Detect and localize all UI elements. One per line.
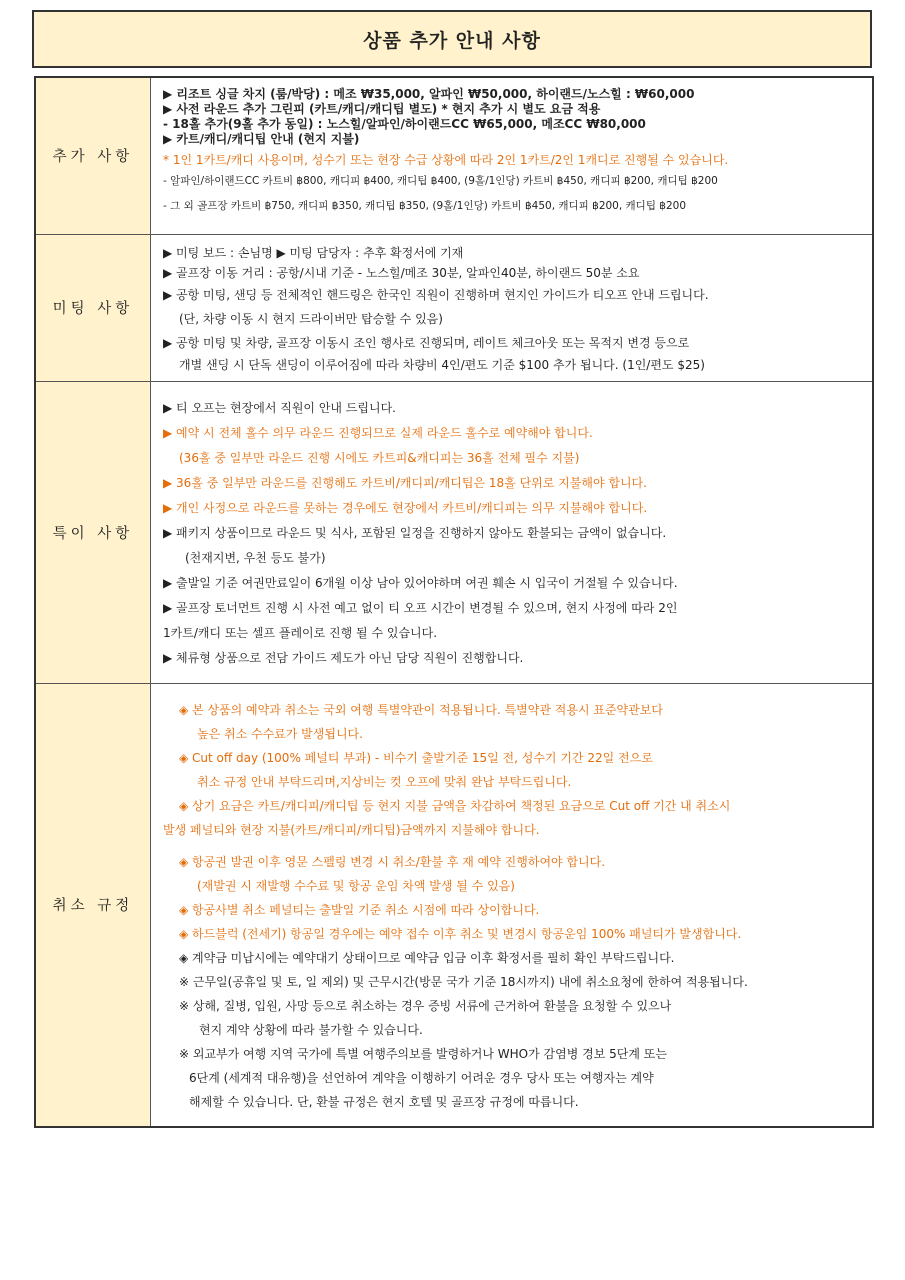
text-line: ※ 상해, 질병, 입원, 사망 등으로 취소하는 경우 증빙 서류에 근거하여 환불을 요청할 수 있으나 — [179, 998, 672, 1013]
text-line: 개별 샌딩 시 단독 샌딩이 이루어짐에 따라 차량비 4인/편도 기준 $100 추가 됩니다. (1인/편도 $25) — [179, 357, 705, 372]
text-line: 해제할 수 있습니다. 단, 환불 규정은 현지 호텔 및 골프장 규정에 따릅니다. — [189, 1094, 579, 1109]
text-line: ▶ 출발일 기준 여권만료일이 6개월 이상 남아 있어야하며 여권 훼손 시 입국이 거절될 수 있습니다. — [163, 575, 678, 590]
text-line: 발생 페널티와 현장 지불(카트/캐디피/캐디팁)금액까지 지불해야 합니다. — [163, 822, 540, 837]
text-line: ▶ 골프장 이동 거리 : 공항/시내 기준 - 노스힐/메조 30분, 알파인40분, 하이랜드 50분 소요 — [163, 265, 640, 280]
section-label: 취소 규정 — [35, 683, 151, 1127]
text-line: (단, 차량 이동 시 현지 드라이버만 탑승할 수 있음) — [179, 311, 443, 326]
section-special — [35, 381, 873, 683]
text-line: ▶ 미팅 보드 : 손님명 ▶ 미팅 담당자 : 추후 확정서에 기재 — [163, 245, 464, 260]
section-label: 미팅 사항 — [35, 234, 151, 381]
text-line: 높은 취소 수수료가 발생됩니다. — [197, 726, 363, 741]
text-line: ◈ 계약금 미납시에는 예약대기 상태이므로 예약금 입금 이후 확정서를 필히 확인 부탁드립니다. — [179, 950, 675, 965]
text-line: - 18홀 추가(9홀 추가 동일) : 노스힐/알파인/하이랜드CC ₩65,000, 메조CC ₩80,000 — [163, 117, 646, 131]
text-line: ▶ 골프장 토너먼트 진행 시 사전 예고 없이 티 오프 시간이 변경될 수 있으며, 현지 사정에 따라 2인 — [163, 600, 678, 615]
section-content — [151, 381, 874, 683]
section-label: 추가 사항 — [35, 77, 151, 234]
text-line: ▶ 사전 라운드 추가 그린피 (카트/캐디/캐디팁 별도) * 현지 추가 시 별도 요금 적용 — [163, 102, 601, 116]
text-line: ▶ 패키지 상품이므로 라운드 및 식사, 포함된 일정을 진행하지 않아도 환불되는 금액이 없습니다. — [163, 525, 667, 540]
text-line: ◈ 하드블럭 (전세기) 항공일 경우에는 예약 접수 이후 취소 및 변경시 항공운임 100% 패널티가 발생합니다. — [179, 926, 742, 941]
text-line: ▶ 공항 미팅 및 차량, 골프장 이동시 조인 행사로 진행되며, 레이트 체크아웃 또는 목적지 변경 등으로 — [163, 335, 690, 350]
text-line: 1카트/캐디 또는 셀프 플레이로 진행 될 수 있습니다. — [163, 625, 438, 640]
text-line: - 그 외 골프장 카트비 ฿750, 캐디피 ฿350, 캐디팁 ฿350, (9홀/1인당) 카트비 ฿450, 캐디피 ฿200, 캐디팁 ฿200 — [163, 200, 687, 212]
text-line: (재발권 시 재발행 수수료 및 항공 운임 차액 발생 될 수 있음) — [197, 878, 515, 893]
section-meeting — [35, 234, 873, 381]
text-line: ※ 근무일(공휴일 및 토, 일 제외) 및 근무시간(방문 국가 기준 18시까지) 내에 취소요청에 한하여 적용됩니다. — [179, 974, 748, 989]
text-line: ▶ 개인 사정으로 라운드를 못하는 경우에도 현장에서 카트비/캐디피는 의무 지불해야 합니다. — [163, 500, 648, 515]
text-line: ◈ Cut off day (100% 페널티 부과) - 비수기 출발기준 15일 전, 성수기 기간 22일 전으로 — [179, 750, 653, 765]
text-line: * 1인 1카트/캐디 사용이며, 성수기 또는 현장 수급 상황에 따라 2인 1카트/2인 1캐디로 진행될 수 있습니다. — [163, 153, 729, 167]
text-line: - 알파인/하이랜드CC 카트비 ฿800, 캐디피 ฿400, 캐디팁 ฿400, (9홀/1인당) 카트비 ฿450, 캐디피 ฿200, 캐디팁 ฿200 — [163, 175, 718, 187]
info-table — [34, 76, 874, 1128]
text-line: 현지 계약 상황에 따라 불가할 수 있습니다. — [199, 1022, 423, 1037]
text-line: ▶ 36홀 중 일부만 라운드를 진행해도 카트비/캐디피/캐디팁은 18홀 단위로 지불해야 합니다. — [163, 475, 647, 490]
section-content — [151, 234, 874, 381]
text-line: ◈ 본 상품의 예약과 취소는 국외 여행 특별약관이 적용됩니다. 특별약관 적용시 표준약관보다 — [179, 702, 663, 717]
section-content — [151, 683, 874, 1127]
section-extra — [35, 77, 873, 234]
text-line: ▶ 카트/캐디/캐디팁 안내 (현지 지불) — [163, 132, 360, 146]
text-line: ◈ 상기 요금은 카트/캐디피/캐디팁 등 현지 지불 금액을 차감하여 책정된 요금으로 Cut off 기간 내 취소시 — [179, 798, 731, 813]
text-line: ※ 외교부가 여행 지역 국가에 특별 여행주의보를 발령하거나 WHO가 감염병 경보 5단계 또는 — [179, 1046, 667, 1061]
text-line: 6단계 (세계적 대유행)을 선언하여 계약을 이행하기 어려운 경우 당사 또는 여행자는 계약 — [189, 1070, 654, 1085]
text-line: ▶ 체류형 상품으로 전담 가이드 제도가 아닌 담당 직원이 진행합니다. — [163, 650, 524, 665]
text-line: ▶ 공항 미팅, 샌딩 등 전체적인 핸드링은 한국인 직원이 진행하며 현지인 가이드가 티오프 안내 드립니다. — [163, 287, 709, 302]
page-title-box — [32, 10, 872, 68]
text-line: ◈ 항공사별 취소 페널티는 출발일 기준 취소 시점에 따라 상이합니다. — [179, 902, 540, 917]
text-line: (36홀 중 일부만 라운드 진행 시에도 카트피&캐디피는 36홀 전체 필수 지불) — [179, 450, 580, 465]
text-line: ▶ 예약 시 전체 홀수 의무 라운드 진행되므로 실제 라운드 홀수로 예약해야 합니다. — [163, 425, 593, 440]
text-line: ▶ 리조트 싱글 차지 (룸/박당) : 메조 ₩35,000, 알파인 ₩50,000, 하이랜드/노스힐 : ₩60,000 — [163, 87, 695, 101]
section-content — [151, 77, 874, 234]
page-title: 상품 추가 안내 사항 — [363, 29, 541, 52]
section-label: 특이 사항 — [35, 381, 151, 683]
text-line: ◈ 항공권 발권 이후 영문 스펠링 변경 시 취소/환불 후 재 예약 진행하여야 합니다. — [179, 854, 606, 869]
text-line: ▶ 티 오프는 현장에서 직원이 안내 드립니다. — [163, 400, 396, 415]
text-line: (천재지변, 우천 등도 불가) — [185, 550, 326, 565]
text-line: 취소 규정 안내 부탁드리며,지상비는 컷 오프에 맞춰 완납 부탁드립니다. — [197, 774, 572, 789]
section-cancel — [35, 683, 873, 1127]
